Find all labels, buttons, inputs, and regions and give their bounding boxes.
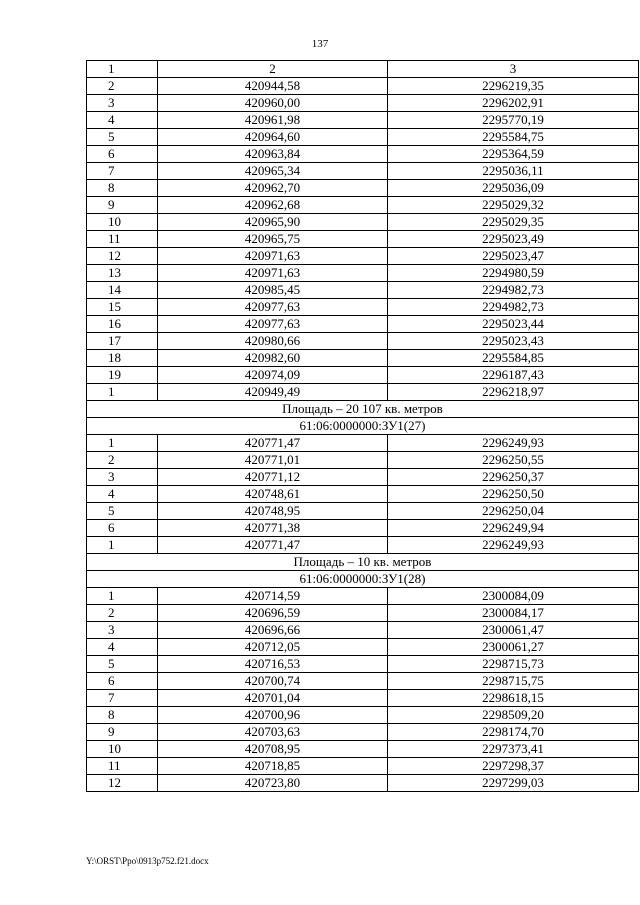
x-coordinate-cell: 420696,59 xyxy=(158,605,388,622)
point-number-cell: 19 xyxy=(87,367,158,384)
x-coordinate-cell: 420965,34 xyxy=(158,163,388,180)
point-number-cell: 8 xyxy=(87,180,158,197)
x-coordinate-cell: 420985,45 xyxy=(158,282,388,299)
table-caption-row xyxy=(87,571,639,588)
y-coordinate-cell: 2296250,04 xyxy=(388,503,639,520)
point-number-cell: 6 xyxy=(87,146,158,163)
x-coordinate-cell: 420960,00 xyxy=(158,95,388,112)
point-number-cell: 11 xyxy=(87,758,158,775)
table-row xyxy=(87,333,639,350)
table-row xyxy=(87,231,639,248)
y-coordinate-cell: 2298174,70 xyxy=(388,724,639,741)
point-number-cell: 15 xyxy=(87,299,158,316)
y-coordinate-cell: 2296249,94 xyxy=(388,520,639,537)
x-coordinate-cell: 420971,63 xyxy=(158,265,388,282)
point-number-cell: 4 xyxy=(87,486,158,503)
point-number-cell: 11 xyxy=(87,231,158,248)
caption-cell: Площадь – 20 107 кв. метров xyxy=(87,401,639,418)
table-caption-row xyxy=(87,401,639,418)
x-coordinate-cell: 420977,63 xyxy=(158,299,388,316)
y-coordinate-cell: 2296249,93 xyxy=(388,537,639,554)
point-number-cell: 1 xyxy=(87,537,158,554)
x-coordinate-cell: 420964,60 xyxy=(158,129,388,146)
point-number-cell: 5 xyxy=(87,656,158,673)
point-number-cell: 10 xyxy=(87,214,158,231)
x-coordinate-cell: 420771,01 xyxy=(158,452,388,469)
point-number-cell: 1 xyxy=(87,435,158,452)
table-row xyxy=(87,282,639,299)
x-coordinate-cell: 420961,98 xyxy=(158,112,388,129)
point-number-cell: 6 xyxy=(87,673,158,690)
point-number-cell: 12 xyxy=(87,775,158,792)
y-coordinate-cell: 2295584,85 xyxy=(388,350,639,367)
y-coordinate-cell: 2295364,59 xyxy=(388,146,639,163)
table-row xyxy=(87,639,639,656)
y-coordinate-cell: 2297373,41 xyxy=(388,741,639,758)
x-coordinate-cell: 420723,80 xyxy=(158,775,388,792)
table-row xyxy=(87,146,639,163)
x-coordinate-cell: 420965,75 xyxy=(158,231,388,248)
point-number-cell: 3 xyxy=(87,95,158,112)
table-row xyxy=(87,690,639,707)
x-coordinate-cell: 420980,66 xyxy=(158,333,388,350)
table-row xyxy=(87,605,639,622)
table-row xyxy=(87,622,639,639)
y-coordinate-cell: 2295770,19 xyxy=(388,112,639,129)
y-coordinate-cell: 2298715,73 xyxy=(388,656,639,673)
table-row xyxy=(87,180,639,197)
table-row xyxy=(87,775,639,792)
y-coordinate-cell: 2295023,47 xyxy=(388,248,639,265)
table-row xyxy=(87,707,639,724)
x-coordinate-cell: 420974,09 xyxy=(158,367,388,384)
table-row xyxy=(87,452,639,469)
coordinates-table-body xyxy=(87,61,639,792)
table-row xyxy=(87,469,639,486)
x-coordinate-cell: 420949,49 xyxy=(158,384,388,401)
point-number-cell: 12 xyxy=(87,248,158,265)
point-number-cell: 17 xyxy=(87,333,158,350)
point-number-cell: 4 xyxy=(87,639,158,656)
point-number-cell: 9 xyxy=(87,197,158,214)
point-number-cell: 7 xyxy=(87,163,158,180)
y-coordinate-cell: 2295023,43 xyxy=(388,333,639,350)
x-coordinate-cell: 420944,58 xyxy=(158,78,388,95)
y-coordinate-cell: 2296218,97 xyxy=(388,384,639,401)
table-row xyxy=(87,163,639,180)
point-number-cell: 6 xyxy=(87,520,158,537)
page-number: 137 xyxy=(311,38,329,50)
x-coordinate-cell: 420771,47 xyxy=(158,435,388,452)
y-coordinate-cell: 2295584,75 xyxy=(388,129,639,146)
table-row xyxy=(87,741,639,758)
y-coordinate-cell: 2296202,91 xyxy=(388,95,639,112)
point-number-cell: 13 xyxy=(87,265,158,282)
footer-file-path: Y:\ORST\Ppo\0913p752.f21.docx xyxy=(86,856,209,866)
point-number-cell: 2 xyxy=(87,78,158,95)
x-coordinate-cell: 420701,04 xyxy=(158,690,388,707)
y-coordinate-cell: 2300061,27 xyxy=(388,639,639,656)
x-coordinate-cell: 420962,68 xyxy=(158,197,388,214)
y-coordinate-cell: 2297298,37 xyxy=(388,758,639,775)
point-number-cell: 4 xyxy=(87,112,158,129)
table-row xyxy=(87,350,639,367)
y-coordinate-cell: 2294980,59 xyxy=(388,265,639,282)
x-coordinate-cell: 420748,61 xyxy=(158,486,388,503)
table-row xyxy=(87,673,639,690)
table-row xyxy=(87,299,639,316)
caption-cell: 61:06:0000000:ЗУ1(28) xyxy=(87,571,639,588)
point-number-cell: 1 xyxy=(87,588,158,605)
point-number-cell: 18 xyxy=(87,350,158,367)
table-row xyxy=(87,588,639,605)
point-number-cell: 5 xyxy=(87,129,158,146)
x-coordinate-cell: 420700,74 xyxy=(158,673,388,690)
x-coordinate-cell: 420718,85 xyxy=(158,758,388,775)
y-coordinate-cell: 2296187,43 xyxy=(388,367,639,384)
point-number-cell: 14 xyxy=(87,282,158,299)
table-row xyxy=(87,265,639,282)
x-coordinate-cell: 420771,12 xyxy=(158,469,388,486)
y-coordinate-cell: 2300084,09 xyxy=(388,588,639,605)
x-coordinate-cell: 420977,63 xyxy=(158,316,388,333)
table-row xyxy=(87,95,639,112)
x-coordinate-cell: 420708,95 xyxy=(158,741,388,758)
y-coordinate-cell: 2295023,49 xyxy=(388,231,639,248)
point-number-cell: 3 xyxy=(87,622,158,639)
table-row xyxy=(87,724,639,741)
y-coordinate-cell: 2297299,03 xyxy=(388,775,639,792)
point-number-cell: 9 xyxy=(87,724,158,741)
y-coordinate-cell: 2295029,35 xyxy=(388,214,639,231)
point-number-cell: 1 xyxy=(87,384,158,401)
header-cell-number: 1 xyxy=(87,61,158,78)
y-coordinate-cell: 2296219,35 xyxy=(388,78,639,95)
table-row xyxy=(87,367,639,384)
x-coordinate-cell: 420982,60 xyxy=(158,350,388,367)
header-cell-x: 2 xyxy=(158,61,388,78)
x-coordinate-cell: 420771,47 xyxy=(158,537,388,554)
x-coordinate-cell: 420700,96 xyxy=(158,707,388,724)
caption-cell: Площадь – 10 кв. метров xyxy=(87,554,639,571)
x-coordinate-cell: 420712,05 xyxy=(158,639,388,656)
x-coordinate-cell: 420965,90 xyxy=(158,214,388,231)
point-number-cell: 2 xyxy=(87,605,158,622)
point-number-cell: 10 xyxy=(87,741,158,758)
y-coordinate-cell: 2300084,17 xyxy=(388,605,639,622)
coordinates-table xyxy=(86,60,639,792)
y-coordinate-cell: 2295023,44 xyxy=(388,316,639,333)
y-coordinate-cell: 2298509,20 xyxy=(388,707,639,724)
y-coordinate-cell: 2295029,32 xyxy=(388,197,639,214)
table-row xyxy=(87,112,639,129)
table-row xyxy=(87,520,639,537)
point-number-cell: 8 xyxy=(87,707,158,724)
point-number-cell: 2 xyxy=(87,452,158,469)
x-coordinate-cell: 420971,63 xyxy=(158,248,388,265)
table-row xyxy=(87,537,639,554)
x-coordinate-cell: 420696,66 xyxy=(158,622,388,639)
x-coordinate-cell: 420963,84 xyxy=(158,146,388,163)
table-row xyxy=(87,486,639,503)
y-coordinate-cell: 2298618,15 xyxy=(388,690,639,707)
y-coordinate-cell: 2300061,47 xyxy=(388,622,639,639)
caption-cell: 61:06:0000000:ЗУ1(27) xyxy=(87,418,639,435)
table-row xyxy=(87,316,639,333)
x-coordinate-cell: 420748,95 xyxy=(158,503,388,520)
table-header-row xyxy=(87,61,639,78)
point-number-cell: 7 xyxy=(87,690,158,707)
y-coordinate-cell: 2298715,75 xyxy=(388,673,639,690)
point-number-cell: 16 xyxy=(87,316,158,333)
y-coordinate-cell: 2296250,37 xyxy=(388,469,639,486)
x-coordinate-cell: 420714,59 xyxy=(158,588,388,605)
table-row xyxy=(87,129,639,146)
table-row xyxy=(87,214,639,231)
table-row xyxy=(87,435,639,452)
table-row xyxy=(87,384,639,401)
point-number-cell: 3 xyxy=(87,469,158,486)
x-coordinate-cell: 420962,70 xyxy=(158,180,388,197)
table-row xyxy=(87,656,639,673)
x-coordinate-cell: 420716,53 xyxy=(158,656,388,673)
y-coordinate-cell: 2296250,55 xyxy=(388,452,639,469)
table-caption-row xyxy=(87,554,639,571)
table-row xyxy=(87,197,639,214)
table-row xyxy=(87,248,639,265)
y-coordinate-cell: 2295036,11 xyxy=(388,163,639,180)
y-coordinate-cell: 2296250,50 xyxy=(388,486,639,503)
table-row xyxy=(87,758,639,775)
table-row xyxy=(87,503,639,520)
table-caption-row xyxy=(87,418,639,435)
x-coordinate-cell: 420703,63 xyxy=(158,724,388,741)
y-coordinate-cell: 2294982,73 xyxy=(388,282,639,299)
y-coordinate-cell: 2294982,73 xyxy=(388,299,639,316)
x-coordinate-cell: 420771,38 xyxy=(158,520,388,537)
table-row xyxy=(87,78,639,95)
header-cell-y: 3 xyxy=(388,61,639,78)
y-coordinate-cell: 2296249,93 xyxy=(388,435,639,452)
y-coordinate-cell: 2295036,09 xyxy=(388,180,639,197)
point-number-cell: 5 xyxy=(87,503,158,520)
